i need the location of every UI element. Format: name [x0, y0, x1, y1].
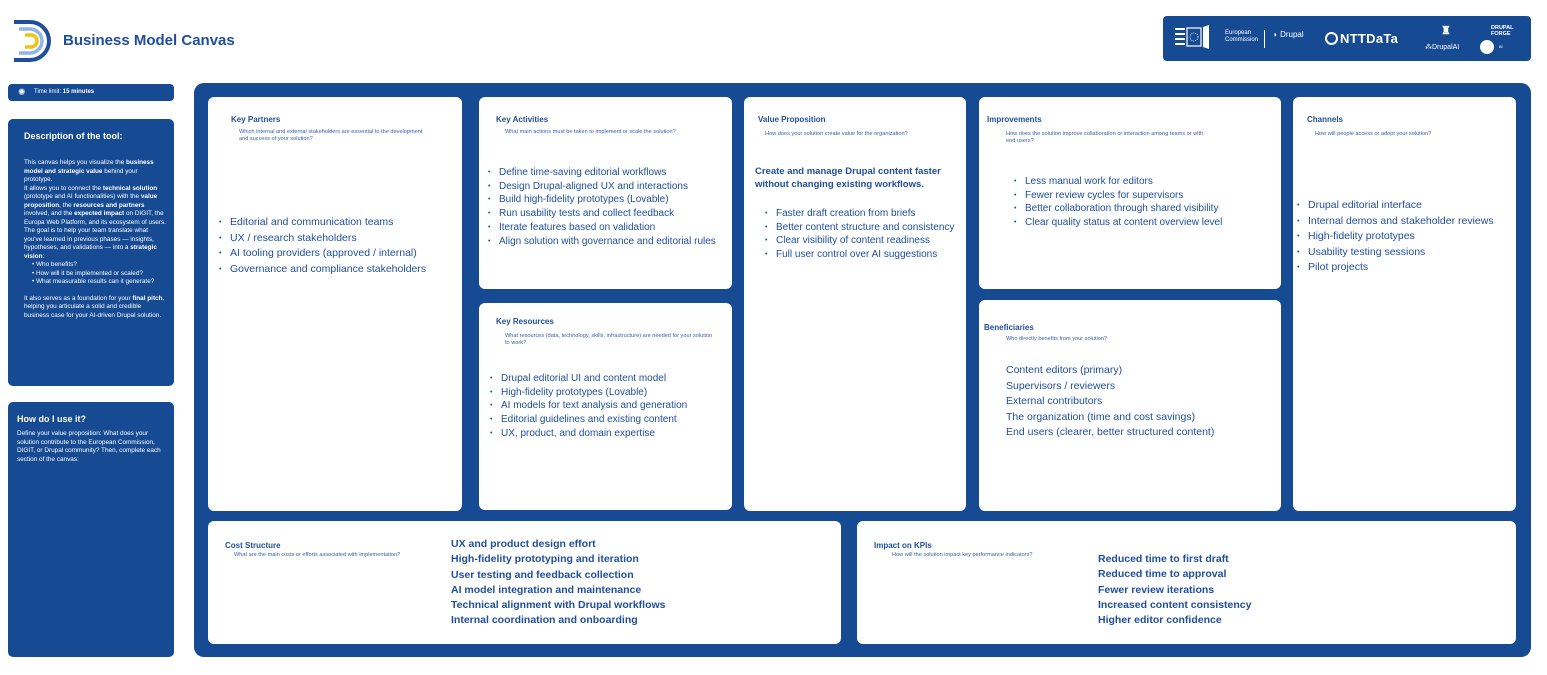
canvas-logo-icon: [8, 18, 56, 64]
list-item: • Pilot projects: [1297, 260, 1519, 276]
beneficiaries-title: Beneficiaries: [984, 323, 1034, 332]
list-item: • What measurable results can it generate?: [32, 278, 166, 287]
list-item: • Iterate features based on validation: [488, 221, 732, 235]
improvements-list: [1014, 175, 1276, 230]
key-resources-subtitle: What resources (data, technology, skills, infrastructure) are needed for your solution to work?: [505, 333, 713, 346]
impact-kpis-subtitle: How will the solution impact key performance indicators?: [892, 552, 1033, 558]
european-commission-logo-icon: [1175, 25, 1209, 51]
list-item: External contributors: [1006, 395, 1103, 407]
io-logo-icon: i/o: [1480, 40, 1494, 54]
key-resources-list: [490, 372, 732, 441]
channels-subtitle: How will people access or adopt your solution?: [1315, 131, 1432, 137]
list-item: • Clear visibility of content readiness: [765, 234, 955, 248]
impact-kpis-title: Impact on KPIs: [874, 541, 932, 550]
tool-description-panel: [8, 119, 174, 386]
beneficiaries-list: [1006, 363, 1278, 441]
key-partners-list: [219, 215, 459, 277]
ai-label: ai: [1499, 44, 1503, 49]
value-proposition-headline: Create and manage Drupal content faster without changing existing workflows.: [755, 166, 941, 190]
list-item: Internal coordination and onboarding: [451, 614, 638, 627]
description-paragraph-final: It also serves as a foundation for your final pitch, helping you articulate a solid and credible business case for your AI-driven Drupal solution.: [24, 294, 165, 319]
lightbulb-icon: ✺: [18, 87, 26, 97]
ntt-circle-icon: [1325, 32, 1338, 45]
value-proposition-subtitle: How does your solution create value for the organization?: [765, 131, 908, 137]
list-item: • Faster draft creation from briefs: [765, 207, 955, 221]
castle-icon: ♜: [1441, 25, 1451, 37]
key-activities-title: Key Activities: [496, 115, 549, 124]
impact-kpis-list: [1098, 552, 1398, 628]
key-activities-list: [488, 166, 732, 248]
list-item: • Run usability tests and collect feedback: [488, 207, 732, 221]
improvements-card: [979, 97, 1281, 289]
page-title: Business Model Canvas: [63, 32, 235, 49]
list-item: • High-fidelity prototypes (Lovable): [490, 386, 732, 400]
list-item: • UX, product, and domain expertise: [490, 427, 732, 441]
drupal-ai-logo: ⁂DrupalAI: [1425, 44, 1460, 51]
list-item: • Fewer review cycles for supervisors: [1014, 189, 1276, 203]
ntt-data-logo: NTTDaTa: [1325, 31, 1398, 46]
list-item: • Clear quality status at content overview level: [1014, 216, 1276, 230]
time-limit-badge: ✺ Time limit: 15 minutes: [8, 84, 174, 101]
list-item: • Governance and compliance stakeholders: [219, 262, 459, 278]
list-item: • AI tooling providers (approved / internal): [219, 246, 459, 262]
key-activities-subtitle: What main actions must be taken to implement or scale the solution?: [505, 129, 676, 135]
list-item: Reduced time to approval: [1098, 568, 1227, 581]
value-proposition-card: [744, 97, 966, 511]
list-item: • Usability testing sessions: [1297, 245, 1519, 261]
list-item: • Editorial and communication teams: [219, 215, 459, 231]
howto-title: How do I use it?: [17, 414, 86, 424]
key-activities-card: [479, 97, 732, 289]
list-item: Increased content consistency: [1098, 598, 1252, 611]
list-item: UX and product design effort: [451, 538, 596, 550]
drupal-logo: ◗ Drupal: [1273, 30, 1304, 39]
impact-kpis-card: [857, 521, 1516, 644]
list-item: • Better collaboration through shared visibility: [1014, 202, 1276, 216]
list-item: • Internal demos and stakeholder reviews: [1297, 214, 1519, 230]
description-title: Description of the tool:: [24, 131, 123, 141]
list-item: • Define time-saving editorial workflows: [488, 166, 732, 180]
list-item: Fewer review iterations: [1098, 583, 1215, 596]
key-resources-card: [479, 303, 732, 510]
how-to-use-panel: [8, 402, 174, 657]
channels-list: [1297, 198, 1519, 276]
improvements-subtitle: How does the solution improve collaboration or interaction among teams or with end users?: [1006, 131, 1204, 144]
list-item: • UX / research stakeholders: [219, 231, 459, 247]
list-item: • Build high-fidelity prototypes (Lovable): [488, 193, 732, 207]
list-item: Technical alignment with Drupal workflows: [451, 599, 666, 612]
list-item: User testing and feedback collection: [451, 568, 634, 581]
list-item: The organization (time and cost savings): [1006, 410, 1196, 423]
list-item: • Align solution with governance and editorial rules: [488, 235, 732, 249]
improvements-title: Improvements: [987, 115, 1042, 124]
list-item: • Full user control over AI suggestions: [765, 248, 955, 262]
channels-title: Channels: [1307, 115, 1344, 124]
list-item: Supervisors / reviewers: [1006, 379, 1116, 392]
channels-card: [1293, 97, 1516, 511]
list-item: • AI models for text analysis and generation: [490, 399, 732, 413]
key-partners-subtitle: Which internal and external stakeholders are essential to the development and success of your solution?: [239, 129, 423, 142]
list-item: • High-fidelity prototypes: [1297, 229, 1519, 245]
partner-divider: [1264, 30, 1265, 48]
european-commission-label: European Commission: [1225, 30, 1259, 43]
description-paragraph-1: This canvas helps you visualize the business model and strategic value behind your prototype. It allows you to connect the technical solution (prototype and AI functionalities) with the value proposition, the resources and partners involved, and the expected impact on DIGIT, the Europa Web Platform, and its ecosystem of users. The goal is to help your team translate what you've learned in previous phases — insights, hypotheses, and validations — into a strategic vision:: [24, 159, 166, 260]
list-item: High-fidelity prototyping and iteration: [451, 553, 639, 566]
list-item: • Drupal editorial interface: [1297, 198, 1519, 214]
cost-structure-card: [208, 521, 841, 644]
list-item: • Less manual work for editors: [1014, 175, 1276, 189]
cost-structure-title: Cost Structure: [225, 541, 281, 550]
key-partners-card: [208, 97, 462, 511]
value-proposition-title: Value Proposition: [758, 115, 826, 124]
beneficiaries-card: [979, 300, 1281, 511]
beneficiaries-subtitle: Who directly benefits from your solution?: [1006, 336, 1108, 342]
drupal-ai-symbol-icon: ⁂: [1425, 44, 1432, 51]
business-model-canvas-board: [194, 83, 1531, 657]
cost-structure-subtitle: What are the main costs or efforts associated with implementation?: [234, 552, 401, 558]
cost-structure-list: [451, 537, 831, 629]
key-resources-title: Key Resources: [496, 317, 554, 326]
list-item: • Better content structure and consistency: [765, 221, 955, 235]
list-item: Higher editor confidence: [1098, 614, 1222, 627]
list-item: • Who benefits?: [32, 261, 166, 270]
list-item: • Design Drupal-aligned UX and interactions: [488, 180, 732, 194]
drupal-drop-icon: ◗: [1273, 30, 1278, 39]
howto-text: Define your value proposition: What does your solution contribute to the European Commission, DIGIT, or Drupal community? Then, complete each section of the canvas:: [17, 430, 161, 463]
value-proposition-list: [765, 207, 955, 262]
list-item: End users (clearer, better structured content): [1006, 426, 1215, 438]
list-item: • How will it be implemented or scaled?: [32, 270, 166, 279]
drupal-forge-logo: DRUPAL FORGE: [1491, 25, 1514, 37]
key-partners-title: Key Partners: [231, 115, 281, 124]
description-bullets: [32, 261, 166, 287]
list-item: Content editors (primary): [1006, 364, 1123, 376]
list-item: • Drupal editorial UI and content model: [490, 372, 732, 386]
list-item: Reduced time to first draft: [1098, 553, 1229, 565]
list-item: AI model integration and maintenance: [451, 583, 642, 596]
partner-logos-bar: [1163, 16, 1531, 61]
list-item: • Editorial guidelines and existing content: [490, 413, 732, 427]
